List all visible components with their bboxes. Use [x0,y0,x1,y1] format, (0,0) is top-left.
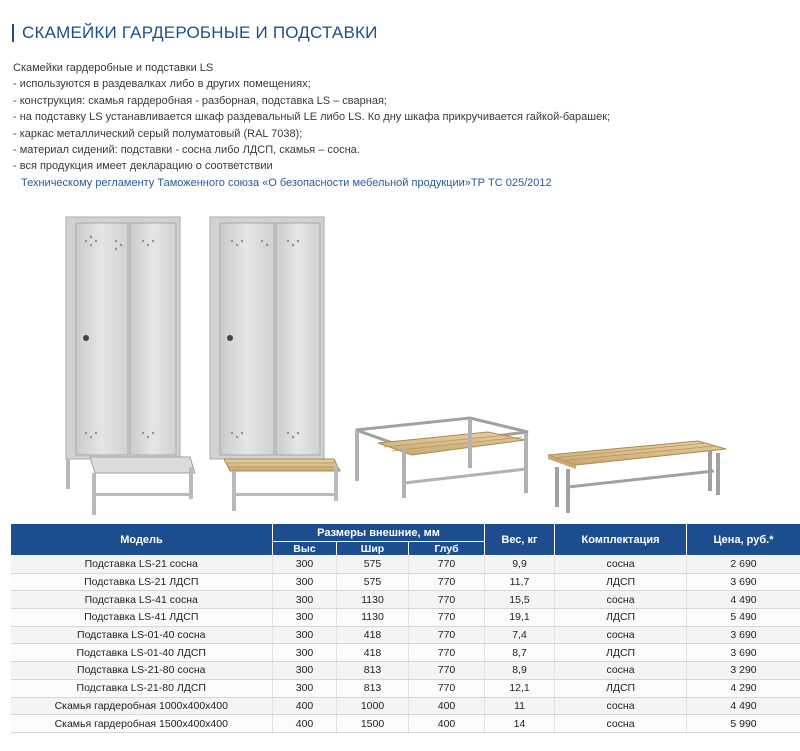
table-row [11,697,800,715]
cell-set: ЛДСП [555,609,687,627]
cell-weight: 12,1 [485,679,555,697]
cell-weight: 11 [485,697,555,715]
cell-set: сосна [555,715,687,733]
cell-height: 300 [273,679,337,697]
cell-width: 1130 [337,609,409,627]
cell-width: 813 [337,679,409,697]
locker-on-wood-stand-icon [210,217,340,511]
cell-height: 400 [273,697,337,715]
cell-model: Скамья гардеробная 1500х400х400 [11,715,273,733]
column-header-price: Цена, руб.* [687,524,800,556]
cell-set: сосна [555,697,687,715]
cell-width: 418 [337,644,409,662]
table-row [11,679,800,697]
cell-price: 3 690 [687,644,800,662]
cell-model: Подставка LS-21 ЛДСП [11,573,273,591]
cell-set: ЛДСП [555,679,687,697]
cell-depth: 770 [409,556,485,574]
cell-price: 3 690 [687,573,800,591]
table-row [11,715,800,733]
description-item: - конструкция: скамья гардеробная - разборная, подставка LS – сварная; [13,94,387,107]
cell-depth: 770 [409,644,485,662]
cell-width: 1130 [337,591,409,609]
cell-set: сосна [555,591,687,609]
page-header [12,22,378,44]
description-item: - вся продукция имеет декларацию о соответствии [13,160,273,173]
cell-price: 4 290 [687,679,800,697]
cell-price: 5 490 [687,609,800,627]
description-item: - используются в раздевалках либо в других помещениях; [13,78,311,91]
cell-depth: 400 [409,715,485,733]
cell-height: 300 [273,591,337,609]
description-item: - каркас металлический серый полуматовый (RAL 7038); [13,127,303,140]
column-header-weight: Вес, кг [485,524,555,556]
regulation-link[interactable]: Техническому регламенту Таможенного союза «О безопасности мебельной продукции»ТР ТС 025/2012 [21,176,552,189]
cell-set: ЛДСП [555,573,687,591]
cell-weight: 8,9 [485,662,555,680]
cell-width: 1500 [337,715,409,733]
cell-weight: 9,9 [485,556,555,574]
cell-height: 300 [273,644,337,662]
cell-model: Подставка LS-21-80 ЛДСП [11,679,273,697]
wood-stand-icon [355,418,528,498]
cell-set: сосна [555,662,687,680]
cell-weight: 14 [485,715,555,733]
locker-on-stand-icon [66,217,195,515]
page-title: СКАМЕЙКИ ГАРДЕРОБНЫЕ И ПОДСТАВКИ [22,23,378,42]
cell-set: ЛДСП [555,644,687,662]
cell-model: Подставка LS-21 сосна [11,556,273,574]
cell-height: 300 [273,662,337,680]
table-row [11,609,800,627]
cell-weight: 7,4 [485,626,555,644]
table-row [11,662,800,680]
cell-model: Подставка LS-21-80 сосна [11,662,273,680]
column-header-height: Выс [273,542,337,556]
table-row [11,556,800,574]
table-row [11,591,800,609]
cell-depth: 770 [409,679,485,697]
table-row [11,626,800,644]
cell-weight: 11,7 [485,573,555,591]
cell-depth: 770 [409,662,485,680]
cell-width: 1000 [337,697,409,715]
product-illustrations [0,205,800,525]
cell-width: 575 [337,556,409,574]
cell-depth: 400 [409,697,485,715]
cell-height: 300 [273,573,337,591]
cell-width: 575 [337,573,409,591]
cell-model: Подставка LS-01-40 ЛДСП [11,644,273,662]
cell-price: 4 490 [687,697,800,715]
cell-price: 4 490 [687,591,800,609]
cell-height: 300 [273,626,337,644]
title-accent-bar [12,24,14,42]
cell-depth: 770 [409,626,485,644]
cell-set: сосна [555,556,687,574]
cell-width: 418 [337,626,409,644]
cell-height: 400 [273,715,337,733]
cell-price: 3 290 [687,662,800,680]
product-description [13,60,653,191]
table-row [11,573,800,591]
description-item: - материал сидений: подставки - сосна либо ЛДСП, скамья – сосна. [13,144,360,157]
column-header-width: Шир [337,542,409,556]
cell-height: 300 [273,609,337,627]
price-table [10,523,800,733]
cell-set: сосна [555,626,687,644]
cell-model: Скамья гардеробная 1000х400х400 [11,697,273,715]
cell-weight: 19,1 [485,609,555,627]
cell-model: Подставка LS-01-40 сосна [11,626,273,644]
cell-depth: 770 [409,591,485,609]
column-header-depth: Глуб [409,542,485,556]
cell-price: 5 990 [687,715,800,733]
wardrobe-bench-icon [548,441,726,513]
column-header-model: Модель [11,524,273,556]
cell-weight: 8,7 [485,644,555,662]
cell-depth: 770 [409,609,485,627]
cell-model: Подставка LS-41 сосна [11,591,273,609]
column-header-set: Комплектация [555,524,687,556]
cell-price: 3 690 [687,626,800,644]
cell-model: Подставка LS-41 ЛДСП [11,609,273,627]
cell-weight: 15,5 [485,591,555,609]
column-header-dimensions: Размеры внешние, мм [273,524,485,542]
cell-depth: 770 [409,573,485,591]
description-item: - на подставку LS устанавливается шкаф раздевальный LE либо LS. Ко дну шкафа прикручивается гайкой-барашек; [13,111,611,124]
table-row [11,644,800,662]
cell-height: 300 [273,556,337,574]
description-intro: Скамейки гардеробные и подставки LS [13,62,214,74]
cell-price: 2 690 [687,556,800,574]
cell-width: 813 [337,662,409,680]
